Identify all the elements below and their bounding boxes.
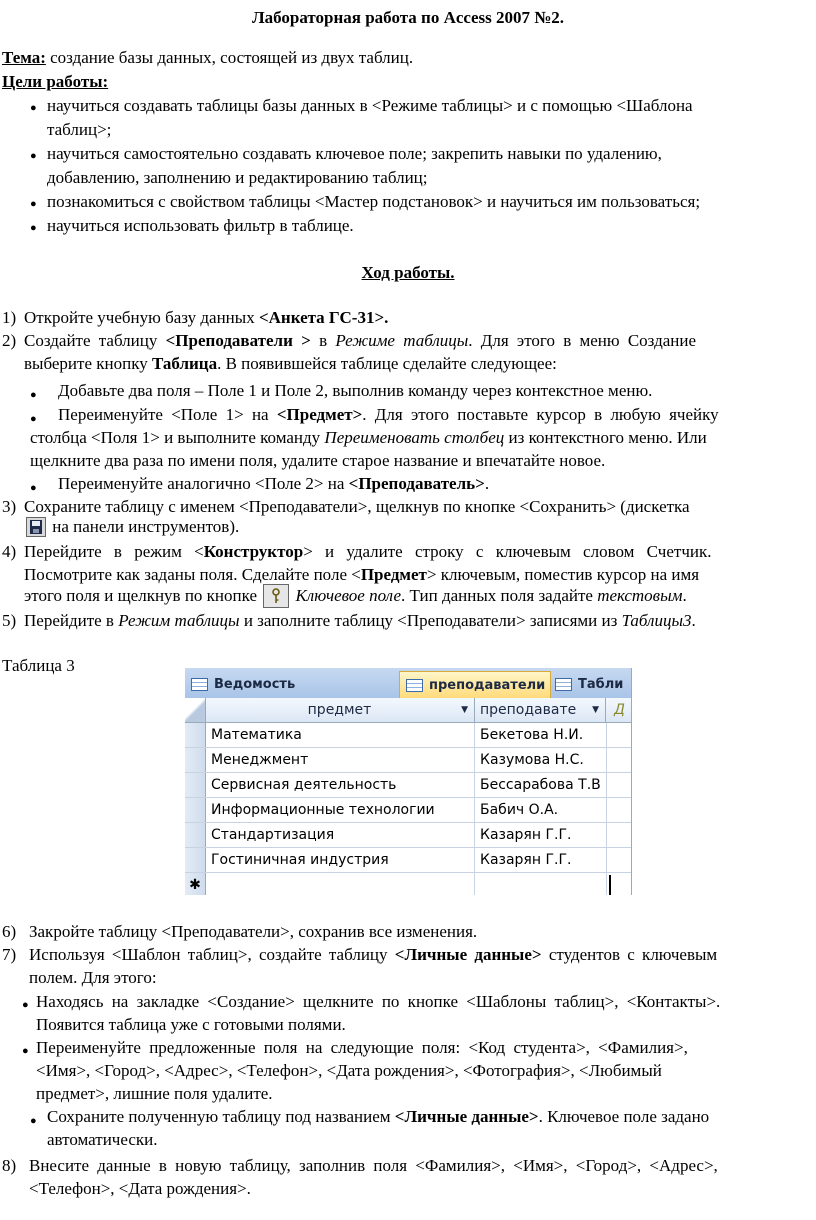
step-5 — [24, 609, 696, 632]
step-3-cont — [24, 515, 239, 538]
cell-prepodavatel[interactable]: Бекетова Н.И. — [474, 723, 607, 747]
row-selector[interactable] — [185, 848, 206, 872]
step-text: столбца <Поля 1> и выполните команду — [30, 428, 325, 447]
cell-predmet[interactable]: Гостиничная индустрия — [205, 848, 475, 872]
bullet: ● — [30, 389, 37, 401]
row-selector[interactable] — [185, 798, 206, 822]
bullet: ● — [30, 198, 37, 210]
text-cursor — [609, 875, 611, 895]
table-row[interactable] — [185, 773, 631, 798]
step-2-cont — [24, 352, 557, 375]
table-row[interactable] — [185, 798, 631, 823]
step-text-bold: <Личные данные> — [394, 1107, 539, 1126]
step-text-italic: Переименовать столбец — [324, 428, 505, 447]
step-1 — [24, 306, 388, 329]
step-text-bold: Предмет — [360, 565, 427, 584]
step-2 — [24, 329, 696, 352]
column-header-prepodavatel[interactable] — [474, 698, 606, 722]
cell-prepodavatel[interactable]: Казарян Г.Г. — [474, 848, 607, 872]
tab-prepodavateli[interactable] — [399, 671, 551, 699]
step-text: Переименуйте <Поле 1> на — [58, 405, 277, 424]
step-text: Переименуйте аналогично <Поле 2> на — [58, 474, 349, 493]
cell-prepodavatel[interactable]: Бессарабова Т.В — [474, 773, 607, 797]
cell-predmet[interactable]: Математика — [205, 723, 475, 747]
step-8: Внесите данные в новую таблицу, заполнив поля <Фамилия>, <Имя>, <Город>, <Адрес>, — [29, 1156, 718, 1175]
sub-item — [47, 1105, 709, 1128]
step-text: . — [484, 474, 490, 493]
step-4 — [24, 540, 711, 563]
tab-vedomost[interactable] — [185, 671, 397, 698]
topic-label: Тема: — [2, 48, 46, 67]
new-record-row[interactable] — [185, 873, 631, 895]
goal-item: научиться использовать фильтр в таблице. — [47, 216, 354, 235]
step-7 — [29, 943, 717, 966]
step-text: > ключевым, поместив курсор на имя — [426, 565, 700, 584]
goal-item: познакомиться с свойством таблицы <Мастер подстановок> и научиться им пользоваться; — [47, 192, 701, 211]
column-header-label: предмет — [307, 702, 372, 718]
cell-predmet[interactable]: Менеджмент — [205, 748, 475, 772]
sub-item-cont: предмет>, лишние поля удалите. — [36, 1084, 273, 1103]
table-row[interactable] — [185, 848, 631, 873]
tab-label: преподаватели — [429, 678, 546, 693]
cell-prepodavatel-new[interactable] — [474, 873, 607, 895]
goal-item-cont: добавлению, заполнению и редактированию таблиц; — [47, 168, 428, 187]
step-4-cont — [24, 584, 687, 609]
sub-item-cont: щелкните два раза по имени поля, удалите старое название и впечатайте новое. — [30, 451, 606, 470]
progress-title: Ход работы. — [361, 263, 455, 282]
goal-item: научиться самостоятельно создавать ключевое поле; закрепить навыки по удалению, — [47, 144, 662, 163]
step-text-italic: текстовым — [597, 586, 683, 605]
access-datasheet — [185, 668, 632, 895]
step-number: 6) — [2, 922, 17, 941]
step-text-bold: <Преподаватели > — [165, 331, 311, 350]
step-text: . — [691, 611, 696, 630]
bullet: ● — [30, 150, 37, 162]
step-text: . — [682, 586, 687, 605]
step-text: Используя <Шаблон таблиц>, создайте таблицу — [29, 945, 395, 964]
tab-label: Табли — [578, 677, 624, 692]
bullet: ● — [22, 1045, 29, 1057]
row-selector[interactable] — [185, 823, 206, 847]
topic-line — [2, 46, 413, 69]
step-text: студентов с ключевым — [541, 945, 718, 964]
bullet: ● — [30, 102, 37, 114]
step-6: Закройте таблицу <Преподаватели>, сохранив все изменения. — [29, 922, 478, 941]
step-number: 1) — [2, 308, 17, 327]
table-icon — [406, 679, 423, 692]
step-text: этого поля и щелкнув по кнопке — [24, 586, 262, 605]
table-icon — [191, 678, 208, 691]
sub-item-cont: <Имя>, <Город>, <Адрес>, <Телефон>, <Дата рождения>, <Фотография>, <Любимый — [36, 1061, 662, 1080]
step-text: . Тип данных поля задайте — [401, 586, 598, 605]
column-header-label: преподавате — [480, 702, 577, 718]
step-text: в — [310, 331, 336, 350]
tab-label: Ведомость — [214, 677, 296, 692]
column-header-next[interactable]: Д — [614, 702, 625, 718]
step-text-italic: Режим таблицы — [118, 611, 240, 630]
sub-item-cont — [30, 426, 707, 449]
goals-label: Цели работы: — [2, 72, 109, 91]
step-3: Сохраните таблицу с именем <Преподаватели>, щелкнув по кнопке <Сохранить> (дискетка — [24, 497, 690, 516]
step-8-cont: <Телефон>, <Дата рождения>. — [29, 1179, 251, 1198]
step-text: Посмотрите как заданы поля. Сделайте поле < — [24, 565, 361, 584]
step-text-bold: <Предмет> — [276, 405, 363, 424]
table-row[interactable] — [185, 823, 631, 848]
step-text: Перейдите в режим < — [24, 542, 204, 561]
step-text-bold: <Преподаватель> — [348, 474, 485, 493]
table-caption: Таблица 3 — [2, 656, 75, 675]
select-all-corner[interactable] — [185, 698, 206, 722]
step-text-bold: <Личные данные> — [394, 945, 542, 964]
step-text: Перейдите в — [24, 611, 119, 630]
step-text-bold: Таблица — [151, 354, 218, 373]
step-text: Создайте таблицу — [24, 331, 166, 350]
step-number: 2) — [2, 331, 17, 350]
sub-item — [58, 403, 719, 426]
bullet: ● — [30, 1115, 37, 1127]
cell-predmet[interactable]: Сервисная деятельность — [205, 773, 475, 797]
step-number: 5) — [2, 611, 17, 630]
row-selector[interactable] — [185, 748, 206, 772]
sub-item — [58, 472, 489, 495]
step-text: . Для этого поставьте курсор в любую ячейку — [362, 405, 719, 424]
sub-item: Добавьте два поля – Поле 1 и Поле 2, выполнив команду через контекстное меню. — [58, 381, 653, 400]
table-row[interactable] — [185, 723, 631, 748]
step-text: на панели инструментов). — [48, 517, 240, 536]
topic-text: создание базы данных, состоящей из двух таблиц. — [45, 48, 414, 67]
chevron-down-icon[interactable]: ▼ — [461, 705, 468, 715]
step-text: выберите кнопку — [24, 354, 152, 373]
goal-item-cont: таблиц>; — [47, 120, 112, 139]
chevron-down-icon[interactable]: ▼ — [592, 705, 599, 715]
goal-item: научиться создавать таблицы базы данных в <Режиме таблицы> и с помощью <Шаблона — [47, 96, 693, 115]
sub-item-cont: Появится таблица уже с готовыми полями. — [36, 1015, 346, 1034]
bullet: ● — [30, 413, 37, 425]
table-icon — [555, 678, 572, 691]
step-text-italic: Ключевое поле — [295, 586, 402, 605]
step-text: . Ключевое поле задано — [538, 1107, 710, 1126]
step-number: 7) — [2, 945, 17, 964]
bullet: ● — [22, 999, 29, 1011]
sub-item: Находясь на закладке <Создание> щелкните по кнопке <Шаблоны таблиц>, <Контакты>. — [36, 992, 721, 1011]
tab-bar — [185, 668, 631, 698]
cell-prepodavatel[interactable]: Бабич О.А. — [474, 798, 607, 822]
step-text: Сохраните полученную таблицу под названием — [47, 1107, 395, 1126]
cell-predmet[interactable]: Стандартизация — [205, 823, 475, 847]
step-number: 4) — [2, 542, 17, 561]
step-text-italic: Таблицы3 — [621, 611, 692, 630]
step-text-italic: Режиме таблицы — [335, 331, 469, 350]
bullet: ● — [30, 222, 37, 234]
cell-predmet[interactable]: Информационные технологии — [205, 798, 475, 822]
new-record-icon[interactable]: ✱ — [185, 873, 206, 895]
sub-item: Переименуйте предложенные поля на следующие поля: <Код студента>, <Фамилия>, — [36, 1038, 688, 1057]
step-text: . Для этого в меню Создание — [468, 331, 697, 350]
column-header-row — [185, 698, 631, 723]
step-number: 8) — [2, 1156, 17, 1175]
doc-title: Лабораторная работа по Access 2007 №2. — [251, 8, 565, 27]
step-text: > и удалите строку с ключевым словом Счетчик. — [303, 542, 712, 561]
step-text-bold: <Анкета ГС-31>. — [258, 308, 389, 327]
column-header-predmet[interactable] — [205, 698, 475, 722]
row-selector[interactable] — [185, 723, 206, 747]
step-text: и заполните таблицу <Преподаватели> записями из — [239, 611, 622, 630]
cell-prepodavatel[interactable]: Казумова Н.С. — [474, 748, 607, 772]
tab-tabli[interactable] — [553, 671, 632, 698]
step-number: 3) — [2, 497, 17, 516]
step-text: из контекстного меню. Или — [504, 428, 707, 447]
floppy-disk-icon — [26, 517, 46, 537]
cell-predmet-new[interactable] — [205, 873, 475, 895]
cell-prepodavatel[interactable]: Казарян Г.Г. — [474, 823, 607, 847]
bullet: ● — [30, 482, 37, 494]
step-text: . В появившейся таблице сделайте следующее: — [217, 354, 557, 373]
row-selector[interactable] — [185, 773, 206, 797]
sub-item-cont: автоматически. — [47, 1130, 158, 1149]
step-text: Откройте учебную базу данных — [24, 308, 259, 327]
step-text-bold: Конструктор — [203, 542, 304, 561]
step-4-cont — [24, 563, 699, 586]
key-icon — [263, 584, 289, 608]
step-7-cont: полем. Для этого: — [29, 968, 157, 987]
table-row[interactable] — [185, 748, 631, 773]
